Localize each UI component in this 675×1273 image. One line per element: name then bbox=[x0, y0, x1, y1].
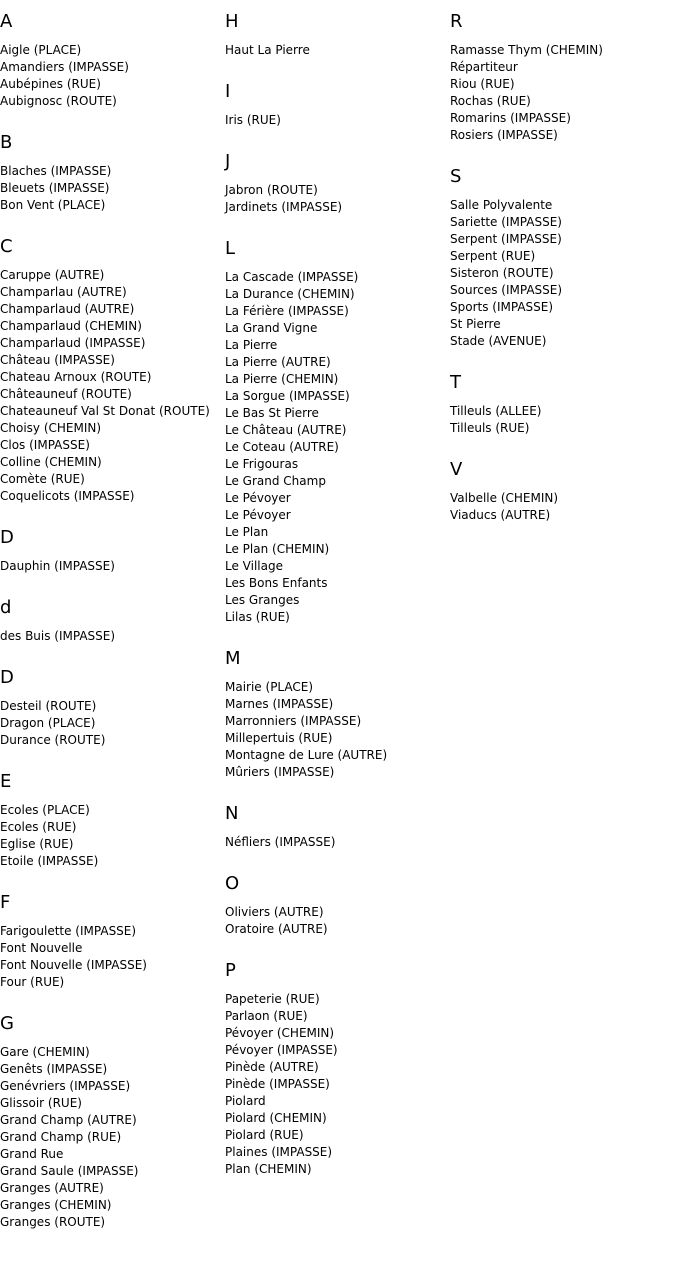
street-link[interactable]: Châteauneuf (ROUTE) bbox=[0, 387, 132, 401]
street-link[interactable]: Font Nouvelle (IMPASSE) bbox=[0, 958, 147, 972]
street-link[interactable]: Grand Rue bbox=[0, 1147, 64, 1161]
street-link[interactable]: Rochas (RUE) bbox=[450, 94, 531, 108]
street-link[interactable]: Piolard (CHEMIN) bbox=[225, 1111, 327, 1125]
street-list bbox=[0, 163, 225, 214]
street-link[interactable]: Choisy (CHEMIN) bbox=[0, 421, 102, 435]
street-link[interactable]: Le Château (AUTRE) bbox=[225, 423, 347, 437]
street-link[interactable]: Parlaon (RUE) bbox=[225, 1009, 308, 1023]
street-link[interactable]: Jardinets (IMPASSE) bbox=[225, 200, 343, 214]
letter-section bbox=[450, 460, 675, 524]
street-link[interactable]: La Pierre (AUTRE) bbox=[225, 355, 331, 369]
street-link[interactable]: Pinède (AUTRE) bbox=[225, 1060, 319, 1074]
street-list bbox=[450, 197, 675, 350]
section-letter-heading: J bbox=[225, 151, 231, 172]
street-link[interactable]: Serpent (IMPASSE) bbox=[450, 232, 562, 246]
street-link[interactable]: Piolard bbox=[225, 1094, 266, 1108]
street-link[interactable]: Ecoles (RUE) bbox=[0, 820, 77, 834]
section-letter-heading: d bbox=[0, 597, 12, 618]
street-link[interactable]: Grand Saule (IMPASSE) bbox=[0, 1164, 139, 1178]
street-link[interactable]: La Cascade (IMPASSE) bbox=[225, 270, 359, 284]
street-link[interactable]: Oliviers (AUTRE) bbox=[225, 905, 324, 919]
street-link[interactable]: Iris (RUE) bbox=[225, 113, 281, 127]
street-list bbox=[450, 490, 675, 524]
street-link[interactable]: Farigoulette (IMPASSE) bbox=[0, 924, 137, 938]
street-link[interactable]: Tilleuls (ALLEE) bbox=[450, 404, 542, 418]
street-link[interactable]: Stade (AVENUE) bbox=[450, 334, 547, 348]
street-index-column-3 bbox=[450, 0, 675, 547]
street-link[interactable]: La Sorgue (IMPASSE) bbox=[225, 389, 350, 403]
street-link[interactable]: Le Pévoyer bbox=[225, 491, 291, 505]
street-link[interactable]: Le Plan (CHEMIN) bbox=[225, 542, 330, 556]
letter-section bbox=[0, 1014, 225, 1231]
street-link[interactable]: Le Bas St Pierre bbox=[225, 406, 319, 420]
section-letter-heading: T bbox=[450, 372, 461, 393]
letter-section bbox=[0, 772, 225, 870]
street-link[interactable]: Mairie (PLACE) bbox=[225, 680, 314, 694]
street-link[interactable]: Valbelle (CHEMIN) bbox=[450, 491, 559, 505]
street-link[interactable]: Marnes (IMPASSE) bbox=[225, 697, 334, 711]
street-link[interactable]: Chateau Arnoux (ROUTE) bbox=[0, 370, 152, 384]
letter-section bbox=[225, 961, 450, 1178]
street-link[interactable]: La Pierre bbox=[225, 338, 278, 352]
section-letter-heading: N bbox=[225, 803, 239, 824]
street-link[interactable]: Papeterie (RUE) bbox=[225, 992, 320, 1006]
street-link[interactable]: Etoile (IMPASSE) bbox=[0, 854, 99, 868]
street-link[interactable]: Plaines (IMPASSE) bbox=[225, 1145, 333, 1159]
street-link[interactable]: Le Grand Champ bbox=[225, 474, 326, 488]
street-list bbox=[225, 112, 450, 129]
street-link[interactable]: Amandiers (IMPASSE) bbox=[0, 60, 129, 74]
letter-section bbox=[225, 804, 450, 851]
section-letter-heading: I bbox=[225, 81, 231, 102]
street-link[interactable]: La Durance (CHEMIN) bbox=[225, 287, 355, 301]
letter-section bbox=[0, 598, 225, 645]
street-list bbox=[225, 904, 450, 938]
section-letter-heading: D bbox=[0, 527, 14, 548]
letter-section bbox=[225, 649, 450, 781]
section-letter-heading: R bbox=[450, 11, 463, 32]
letter-section bbox=[450, 167, 675, 350]
street-link[interactable]: Château (IMPASSE) bbox=[0, 353, 115, 367]
street-link[interactable]: Champarlaud (AUTRE) bbox=[0, 302, 135, 316]
street-list bbox=[0, 1044, 225, 1231]
street-link[interactable]: Romarins (IMPASSE) bbox=[450, 111, 571, 125]
street-list bbox=[225, 269, 450, 626]
street-link[interactable]: Le Village bbox=[225, 559, 283, 573]
street-list bbox=[450, 403, 675, 437]
street-link[interactable]: Sports (IMPASSE) bbox=[450, 300, 554, 314]
street-link[interactable]: Aubignosc (ROUTE) bbox=[0, 94, 117, 108]
street-link[interactable]: Pinède (IMPASSE) bbox=[225, 1077, 330, 1091]
street-link[interactable]: Bon Vent (PLACE) bbox=[0, 198, 106, 212]
street-link[interactable]: Oratoire (AUTRE) bbox=[225, 922, 328, 936]
street-link[interactable]: Gare (CHEMIN) bbox=[0, 1045, 90, 1059]
street-index-column-1 bbox=[0, 0, 225, 1254]
street-link[interactable]: Rosiers (IMPASSE) bbox=[450, 128, 558, 142]
street-link[interactable]: Blaches (IMPASSE) bbox=[0, 164, 112, 178]
street-link[interactable]: Dragon (PLACE) bbox=[0, 716, 96, 730]
street-link[interactable]: Ecoles (PLACE) bbox=[0, 803, 90, 817]
street-list bbox=[0, 42, 225, 110]
street-link[interactable]: Pévoyer (CHEMIN) bbox=[225, 1026, 335, 1040]
street-link[interactable]: Viaducs (AUTRE) bbox=[450, 508, 551, 522]
section-letter-heading: H bbox=[225, 11, 239, 32]
letter-section bbox=[0, 528, 225, 575]
letter-section bbox=[225, 82, 450, 129]
letter-section bbox=[0, 893, 225, 991]
street-link[interactable]: Granges (CHEMIN) bbox=[0, 1198, 112, 1212]
street-link[interactable]: Granges (AUTRE) bbox=[0, 1181, 104, 1195]
street-list bbox=[0, 558, 225, 575]
section-letter-heading: L bbox=[225, 238, 236, 259]
section-letter-heading: C bbox=[0, 236, 13, 257]
street-link[interactable]: Font Nouvelle bbox=[0, 941, 83, 955]
street-list bbox=[0, 698, 225, 749]
street-list bbox=[0, 267, 225, 505]
letter-section bbox=[0, 12, 225, 110]
letter-section bbox=[225, 874, 450, 938]
street-link[interactable]: des Buis (IMPASSE) bbox=[0, 629, 116, 643]
street-link[interactable]: Plan (CHEMIN) bbox=[225, 1162, 312, 1176]
street-link[interactable]: Le Coteau (AUTRE) bbox=[225, 440, 339, 454]
street-link[interactable]: Sariette (IMPASSE) bbox=[450, 215, 562, 229]
street-link[interactable]: Genêts (IMPASSE) bbox=[0, 1062, 108, 1076]
street-link[interactable]: Lilas (RUE) bbox=[225, 610, 290, 624]
letter-section bbox=[0, 133, 225, 214]
street-link[interactable]: Néfliers (IMPASSE) bbox=[225, 835, 336, 849]
street-link[interactable]: Genévriers (IMPASSE) bbox=[0, 1079, 131, 1093]
street-list bbox=[225, 991, 450, 1178]
street-link[interactable]: Champarlau (AUTRE) bbox=[0, 285, 127, 299]
street-link[interactable]: Marronniers (IMPASSE) bbox=[225, 714, 362, 728]
street-list bbox=[225, 182, 450, 216]
letter-section bbox=[225, 152, 450, 216]
street-link[interactable]: Comète (RUE) bbox=[0, 472, 85, 486]
letter-section bbox=[0, 668, 225, 749]
street-link[interactable]: Montagne de Lure (AUTRE) bbox=[225, 748, 388, 762]
street-link[interactable]: Le Pévoyer bbox=[225, 508, 291, 522]
street-link[interactable]: Caruppe (AUTRE) bbox=[0, 268, 105, 282]
section-letter-heading: O bbox=[225, 873, 240, 894]
street-link[interactable]: Desteil (ROUTE) bbox=[0, 699, 97, 713]
street-link[interactable]: Répartiteur bbox=[450, 60, 518, 74]
street-list bbox=[0, 923, 225, 991]
street-link[interactable]: Granges (ROUTE) bbox=[0, 1215, 106, 1229]
street-link[interactable]: Chateauneuf Val St Donat (ROUTE) bbox=[0, 404, 210, 418]
street-link[interactable]: Piolard (RUE) bbox=[225, 1128, 304, 1142]
street-link[interactable]: Millepertuis (RUE) bbox=[225, 731, 333, 745]
section-letter-heading: P bbox=[225, 960, 236, 981]
street-link[interactable]: Les Bons Enfants bbox=[225, 576, 328, 590]
street-link[interactable]: Le Frigouras bbox=[225, 457, 299, 471]
street-link[interactable]: Grand Champ (AUTRE) bbox=[0, 1113, 137, 1127]
street-link[interactable]: Aubépines (RUE) bbox=[0, 77, 101, 91]
street-link[interactable]: Champarlaud (CHEMIN) bbox=[0, 319, 142, 333]
street-link[interactable]: Jabron (ROUTE) bbox=[225, 183, 318, 197]
street-link[interactable]: Ramasse Thym (CHEMIN) bbox=[450, 43, 603, 57]
letter-section bbox=[0, 237, 225, 505]
street-list bbox=[225, 679, 450, 781]
street-list bbox=[0, 628, 225, 645]
street-link[interactable]: Grand Champ (RUE) bbox=[0, 1130, 122, 1144]
street-index-column-2 bbox=[225, 0, 450, 1201]
street-link[interactable]: La Pierre (CHEMIN) bbox=[225, 372, 339, 386]
street-list bbox=[225, 834, 450, 851]
street-link[interactable]: Clos (IMPASSE) bbox=[0, 438, 90, 452]
street-link[interactable]: La Grand Vigne bbox=[225, 321, 318, 335]
street-link[interactable]: Sources (IMPASSE) bbox=[450, 283, 563, 297]
street-link[interactable]: Tilleuls (RUE) bbox=[450, 421, 530, 435]
section-letter-heading: M bbox=[225, 648, 241, 669]
street-link[interactable]: Sisteron (ROUTE) bbox=[450, 266, 554, 280]
section-letter-heading: D bbox=[0, 667, 14, 688]
street-list bbox=[0, 802, 225, 870]
street-link[interactable]: Salle Polyvalente bbox=[450, 198, 553, 212]
section-letter-heading: G bbox=[0, 1013, 14, 1034]
letter-section bbox=[450, 12, 675, 144]
street-link[interactable]: Le Plan bbox=[225, 525, 269, 539]
street-list bbox=[225, 42, 450, 59]
street-link[interactable]: Serpent (RUE) bbox=[450, 249, 536, 263]
street-link[interactable]: Eglise (RUE) bbox=[0, 837, 74, 851]
street-link[interactable]: Aigle (PLACE) bbox=[0, 43, 82, 57]
street-link[interactable]: Champarlaud (IMPASSE) bbox=[0, 336, 146, 350]
section-letter-heading: A bbox=[0, 11, 13, 32]
street-link[interactable]: Coquelicots (IMPASSE) bbox=[0, 489, 135, 503]
street-link[interactable]: Four (RUE) bbox=[0, 975, 65, 989]
section-letter-heading: V bbox=[450, 459, 463, 480]
letter-section bbox=[225, 239, 450, 626]
letter-section bbox=[225, 12, 450, 59]
street-link[interactable]: Durance (ROUTE) bbox=[0, 733, 106, 747]
street-link[interactable]: Glissoir (RUE) bbox=[0, 1096, 82, 1110]
street-link[interactable]: Riou (RUE) bbox=[450, 77, 515, 91]
street-list bbox=[450, 42, 675, 144]
street-link[interactable]: Colline (CHEMIN) bbox=[0, 455, 102, 469]
section-letter-heading: B bbox=[0, 132, 13, 153]
street-link[interactable]: Les Granges bbox=[225, 593, 300, 607]
street-link[interactable]: La Férière (IMPASSE) bbox=[225, 304, 349, 318]
letter-section bbox=[450, 373, 675, 437]
street-link[interactable]: St Pierre bbox=[450, 317, 501, 331]
section-letter-heading: S bbox=[450, 166, 462, 187]
street-link[interactable]: Dauphin (IMPASSE) bbox=[0, 559, 115, 573]
section-letter-heading: E bbox=[0, 771, 12, 792]
street-link[interactable]: Mûriers (IMPASSE) bbox=[225, 765, 335, 779]
section-letter-heading: F bbox=[0, 892, 11, 913]
street-link[interactable]: Pévoyer (IMPASSE) bbox=[225, 1043, 338, 1057]
street-link[interactable]: Haut La Pierre bbox=[225, 43, 310, 57]
street-link[interactable]: Bleuets (IMPASSE) bbox=[0, 181, 110, 195]
